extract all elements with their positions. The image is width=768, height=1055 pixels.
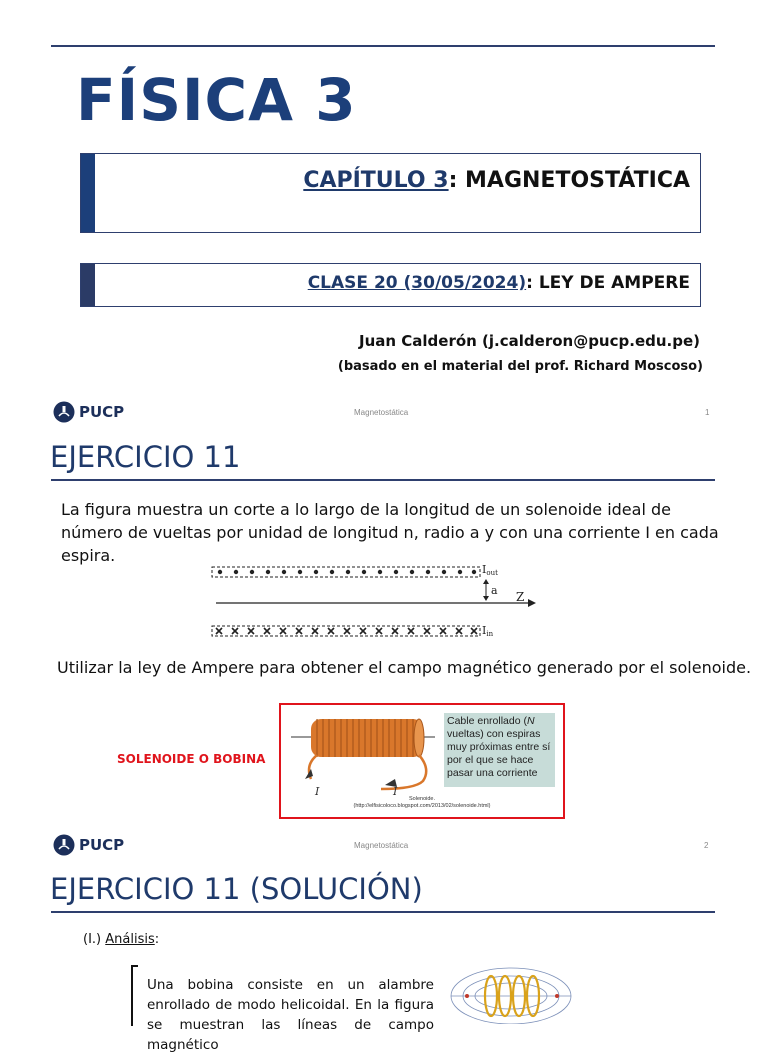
chapter-name: : MAGNETOSTÁTICA [448, 168, 690, 193]
label-a: a [491, 584, 498, 597]
chapter-link[interactable]: CAPÍTULO 3 [303, 168, 449, 193]
exercise-task: Utilizar la ley de Ampere para obtener el campo magnético generado por el solenoide. [57, 658, 752, 677]
course-title: FÍSICA 3 [76, 66, 357, 134]
class-topic: : LEY DE AMPERE [526, 273, 690, 293]
chapter-box [80, 153, 701, 233]
footer-topic: Magnetostática [354, 408, 409, 417]
page-number: 2 [704, 841, 709, 850]
coil-end-face [414, 719, 424, 757]
class-heading [308, 273, 690, 293]
chapter-heading [303, 168, 690, 193]
pucp-shield-icon [53, 401, 75, 423]
class-box [80, 263, 701, 307]
pucp-shield-icon [53, 834, 75, 856]
class-box-accent-bar [81, 264, 95, 306]
current-label-left: I [315, 785, 320, 798]
analysis-prefix: (I.) [83, 932, 106, 947]
exercise-statement: La figura muestra un corte a lo largo de la longitud de un solenoide ideal de número de vueltas por unidad de longitud n, radio a y con una corriente I en cada espira. [61, 500, 719, 565]
z-axis-arrowhead [528, 599, 536, 607]
solenoid-cross-section-diagram [210, 561, 540, 641]
label-z: Z [516, 590, 525, 604]
bracket-icon [128, 964, 140, 1028]
solution-heading-rule [51, 911, 715, 913]
label-i-out: Iout [482, 563, 498, 577]
photo-caption-source: (http://elfisicoloco.blogspot.com/2013/02/solenoide.html) [353, 803, 491, 809]
current-label-right: I [393, 785, 398, 798]
label-i-in: Iin [482, 624, 494, 638]
dot-markers [218, 570, 476, 574]
top-rule [51, 45, 715, 47]
solenoid-note: Cable enrollado (N vueltas) con espiras muy próximas entre sí por el que se hace pasar una corriente [444, 713, 555, 787]
based-on-line: (basado en el material del prof. Richard Moscoso) [337, 359, 703, 374]
analysis-title: Análisis [105, 932, 155, 947]
solenoid-photo-frame [279, 703, 565, 819]
cross-markers [216, 628, 477, 634]
pucp-logo-text: PUCP [79, 836, 125, 854]
heading-rule [51, 479, 715, 481]
pucp-logo [53, 834, 124, 856]
exercise-heading: EJERCICIO 11 [50, 440, 241, 474]
photo-caption [281, 796, 563, 810]
solution-heading: EJERCICIO 11 (SOLUCIÓN) [50, 872, 423, 906]
magnetic-field-lines-figure [447, 962, 577, 1024]
class-link[interactable]: CLASE 20 (30/05/2024) [307, 273, 527, 293]
chapter-box-accent-bar [81, 154, 95, 232]
coil-body [311, 719, 423, 757]
solenoid-label: SOLENOIDE O BOBINA [117, 752, 266, 766]
footer-topic: Magnetostática [354, 841, 409, 850]
analysis-colon: : [154, 932, 160, 947]
pucp-logo-text: PUCP [79, 403, 125, 421]
pucp-logo [53, 401, 124, 423]
analysis-label [83, 932, 159, 947]
page-number: 1 [705, 408, 710, 417]
coil-illustration [285, 709, 445, 799]
analysis-text: Una bobina consiste en un alambre enrollado de modo helicoidal. En la figura se muestran las líneas de campo magnético [147, 977, 434, 1053]
photo-caption-title: Solenoide. [409, 796, 435, 802]
author-line: Juan Calderón (j.calderon@pucp.edu.pe) [358, 332, 700, 350]
